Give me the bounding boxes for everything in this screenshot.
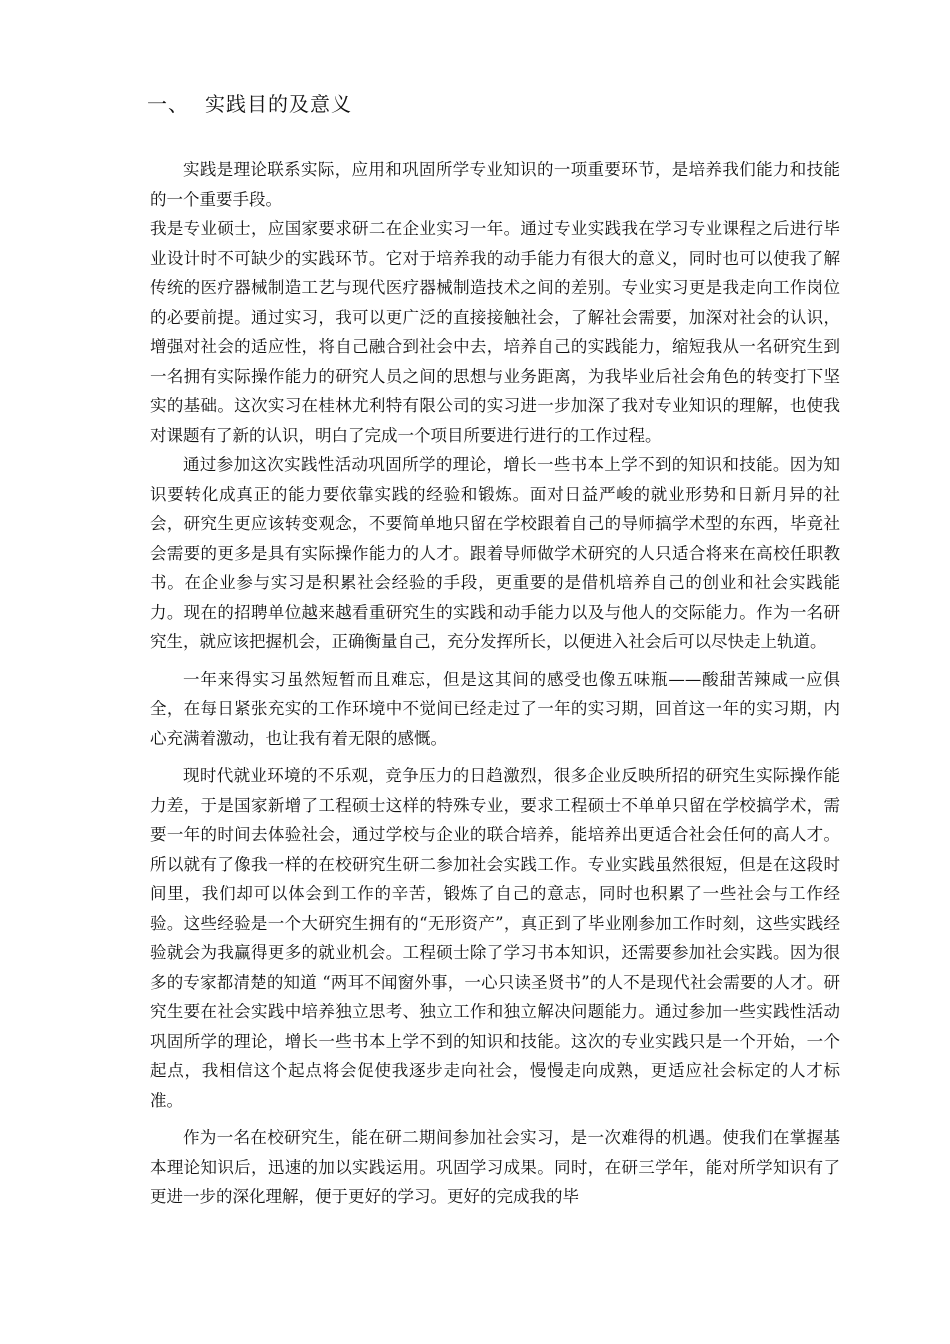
paragraph-6: 作为一名在校研究生，能在研二期间参加社会实习，是一次难得的机遇。使我们在掌握基本理论知识后，迅速的加以实践运用。巩固学习成果。同时，在研三学年，能对所学知识有了更进一步的深化理解，便于更好的学习。更好的完成我的毕 (150, 1128, 840, 1206)
section-number: 一、 (147, 92, 189, 116)
section-title: 实践目的及意义 (205, 92, 352, 116)
paragraph-2: 我是专业硕士，应国家要求研二在企业实习一年。通过专业实践我在学习专业课程之后进行毕业设计时不可缺少的实践环节。它对于培养我的动手能力有很大的意义，同时也可以使我了解传统的医疗器械制造工艺与现代医疗器械制造技术之间的差别。专业实习更是我走向工作岗位的必要前提。通过实习，我可以更广泛的直接接触社会，了解社会需要，加深对社会的认识，增强对社会的适应性，将自己融合到社会中去，培养自己的实践能力，缩短我从一名研究生到一名拥有实际操作能力的研究人员之间的思想与业务距离，为我毕业后社会角色的转变打下坚实的基础。这次实习在桂林尤利特有限公司的实习进一步加深了我对专业知识的理解，也使我对课题有了新的认识，明白了完成一个项目所要进行进行的工作过程。 (150, 219, 840, 445)
paragraph-1: 实践是理论联系实际，应用和巩固所学专业知识的一项重要环节，是培养我们能力和技能的一个重要手段。 (150, 160, 840, 209)
body-text (150, 155, 840, 1212)
paragraph-5: 现时代就业环境的不乐观，竞争压力的日趋激烈，很多企业反映所招的研究生实际操作能力差，于是国家新增了工程硕士这样的特殊专业，要求工程硕士不单单只留在学校搞学术，需要一年的时间去体验社会，通过学校与企业的联合培养，能培养出更适合社会任何的高人才。所以就有了像我一样的在校研究生研二参加社会实践工作。专业实践虽然很短，但是在这段时间里，我们却可以体会到工作的辛苦，锻炼了自己的意志，同时也积累了一些社会与工作经验。这些经验是一个大研究生拥有的“无形资产”，真正到了毕业刚参加工作时刻，这些实践经验就会为我赢得更多的就业机会。工程硕士除了学习书本知识，还需要参加社会实践。因为很多的专家都清楚的知道 “两耳不闻窗外事，一心只读圣贤书”的人不是现代社会需要的人才。研究生要在社会实践中培养独立思考、独立工作和独立解决问题能力。通过参加一些实践性活动巩固所学的理论，增长一些书本上学不到的知识和技能。这次的专业实践只是一个开始，一个起点，我相信这个起点将会促使我逐步走向社会，慢慢走向成熟，更适应社会标定的人才标准。 (150, 766, 840, 1110)
section-heading (147, 88, 352, 120)
paragraph-3: 通过参加这次实践性活动巩固所学的理论，增长一些书本上学不到的知识和技能。因为知识要转化成真正的能力要依靠实践的经验和锻炼。面对日益严峻的就业形势和日新月异的社会，研究生更应该转变观念，不要简单地只留在学校跟着自己的导师搞学术型的东西，毕竟社会需要的更多是具有实际操作能力的人才。跟着导师做学术研究的人只适合将来在高校任职教书。在企业参与实习是积累社会经验的手段，更重要的是借机培养自己的创业和社会实践能力。现在的招聘单位越来越看重研究生的实践和动手能力以及与他人的交际能力。作为一名研究生，就应该把握机会，正确衡量自己，充分发挥所长，以便进入社会后可以尽快走上轨道。 (150, 455, 840, 651)
paragraph-4: 一年来得实习虽然短暂而且难忘，但是这其间的感受也像五味瓶——酸甜苦辣咸一应俱全，在每日紧张充实的工作环境中不觉间已经走过了一年的实习期，回首这一年的实习期，内心充满着激动，也让我有着无限的感慨。 (150, 669, 840, 748)
